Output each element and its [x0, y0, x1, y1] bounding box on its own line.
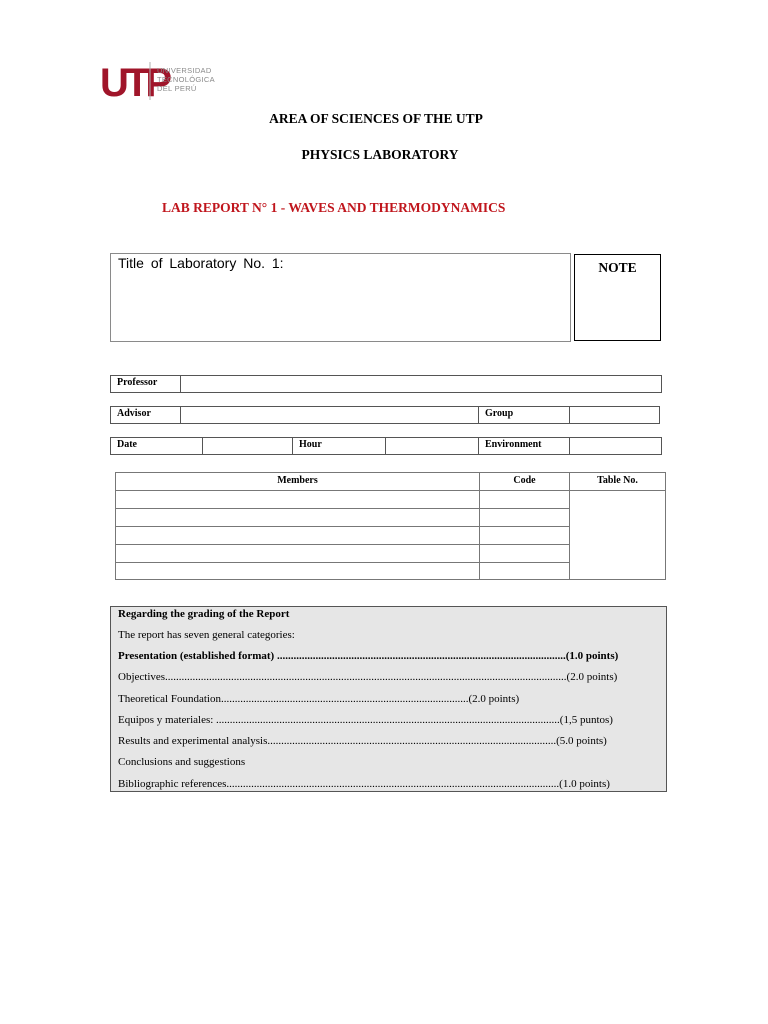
code-header: Code: [479, 472, 570, 491]
area-heading: AREA OF SCIENCES OF THE UTP: [269, 111, 483, 126]
grading-intro: The report has seven general categories:: [118, 629, 295, 641]
grading-item: Results and experimental analysis.........................................................................................................(5.0 points): [118, 735, 607, 747]
member-code-field[interactable]: [479, 526, 570, 545]
environment-label: Environment: [478, 437, 570, 455]
table-no-field[interactable]: [569, 490, 666, 580]
hour-field[interactable]: [385, 437, 479, 455]
grading-item: Bibliographic references.........................................................................................................................(1.0 points): [118, 778, 610, 790]
member-code-field[interactable]: [479, 544, 570, 563]
grading-item: Objectives..................................................................................................................................................(2.0 points): [118, 671, 618, 683]
grading-section: [110, 606, 667, 792]
member-code-field[interactable]: [479, 490, 570, 509]
environment-field[interactable]: [569, 437, 662, 455]
advisor-field[interactable]: [180, 406, 479, 424]
member-name-field[interactable]: [115, 544, 480, 563]
professor-field[interactable]: [180, 375, 662, 393]
note-label: NOTE: [598, 260, 637, 275]
table-no-header: Table No.: [569, 472, 666, 491]
note-field[interactable]: [574, 254, 661, 341]
advisor-label: Advisor: [110, 406, 181, 424]
member-name-field[interactable]: [115, 508, 480, 527]
members-table: [115, 472, 666, 580]
grading-item: Conclusions and suggestions: [118, 756, 246, 768]
member-name-field[interactable]: [115, 526, 480, 545]
members-header: Members: [115, 472, 480, 491]
grading-item: Equipos y materiales: .............................................................................................................................(1,5 puntos): [118, 714, 613, 726]
logo-wordmark: UNIVERSIDAD TECNOLÓGICA DEL PERÚ: [157, 66, 215, 93]
member-name-field[interactable]: [115, 562, 480, 580]
group-label: Group: [478, 406, 570, 424]
date-field[interactable]: [202, 437, 293, 455]
report-title: LAB REPORT N° 1 - WAVES AND THERMODYNAMICS: [162, 200, 506, 215]
grading-item: Presentation (established format) .........................................................................................................(1.0 points): [118, 650, 619, 662]
lab-title-label: Title of Laboratory No. 1:: [118, 255, 284, 271]
group-field[interactable]: [569, 406, 660, 424]
lab-heading: PHYSICS LABORATORY: [301, 147, 459, 162]
hour-label: Hour: [292, 437, 386, 455]
svg-text:UTP: UTP: [100, 61, 168, 102]
grading-title: Regarding the grading of the Report: [118, 608, 290, 620]
member-code-field[interactable]: [479, 562, 570, 580]
grading-item: Theoretical Foundation..........................................................................................(2.0 points): [118, 693, 520, 705]
date-label: Date: [110, 437, 203, 455]
lab-title-field[interactable]: [110, 253, 571, 342]
professor-label: Professor: [110, 375, 181, 393]
member-name-field[interactable]: [115, 490, 480, 509]
member-code-field[interactable]: [479, 508, 570, 527]
